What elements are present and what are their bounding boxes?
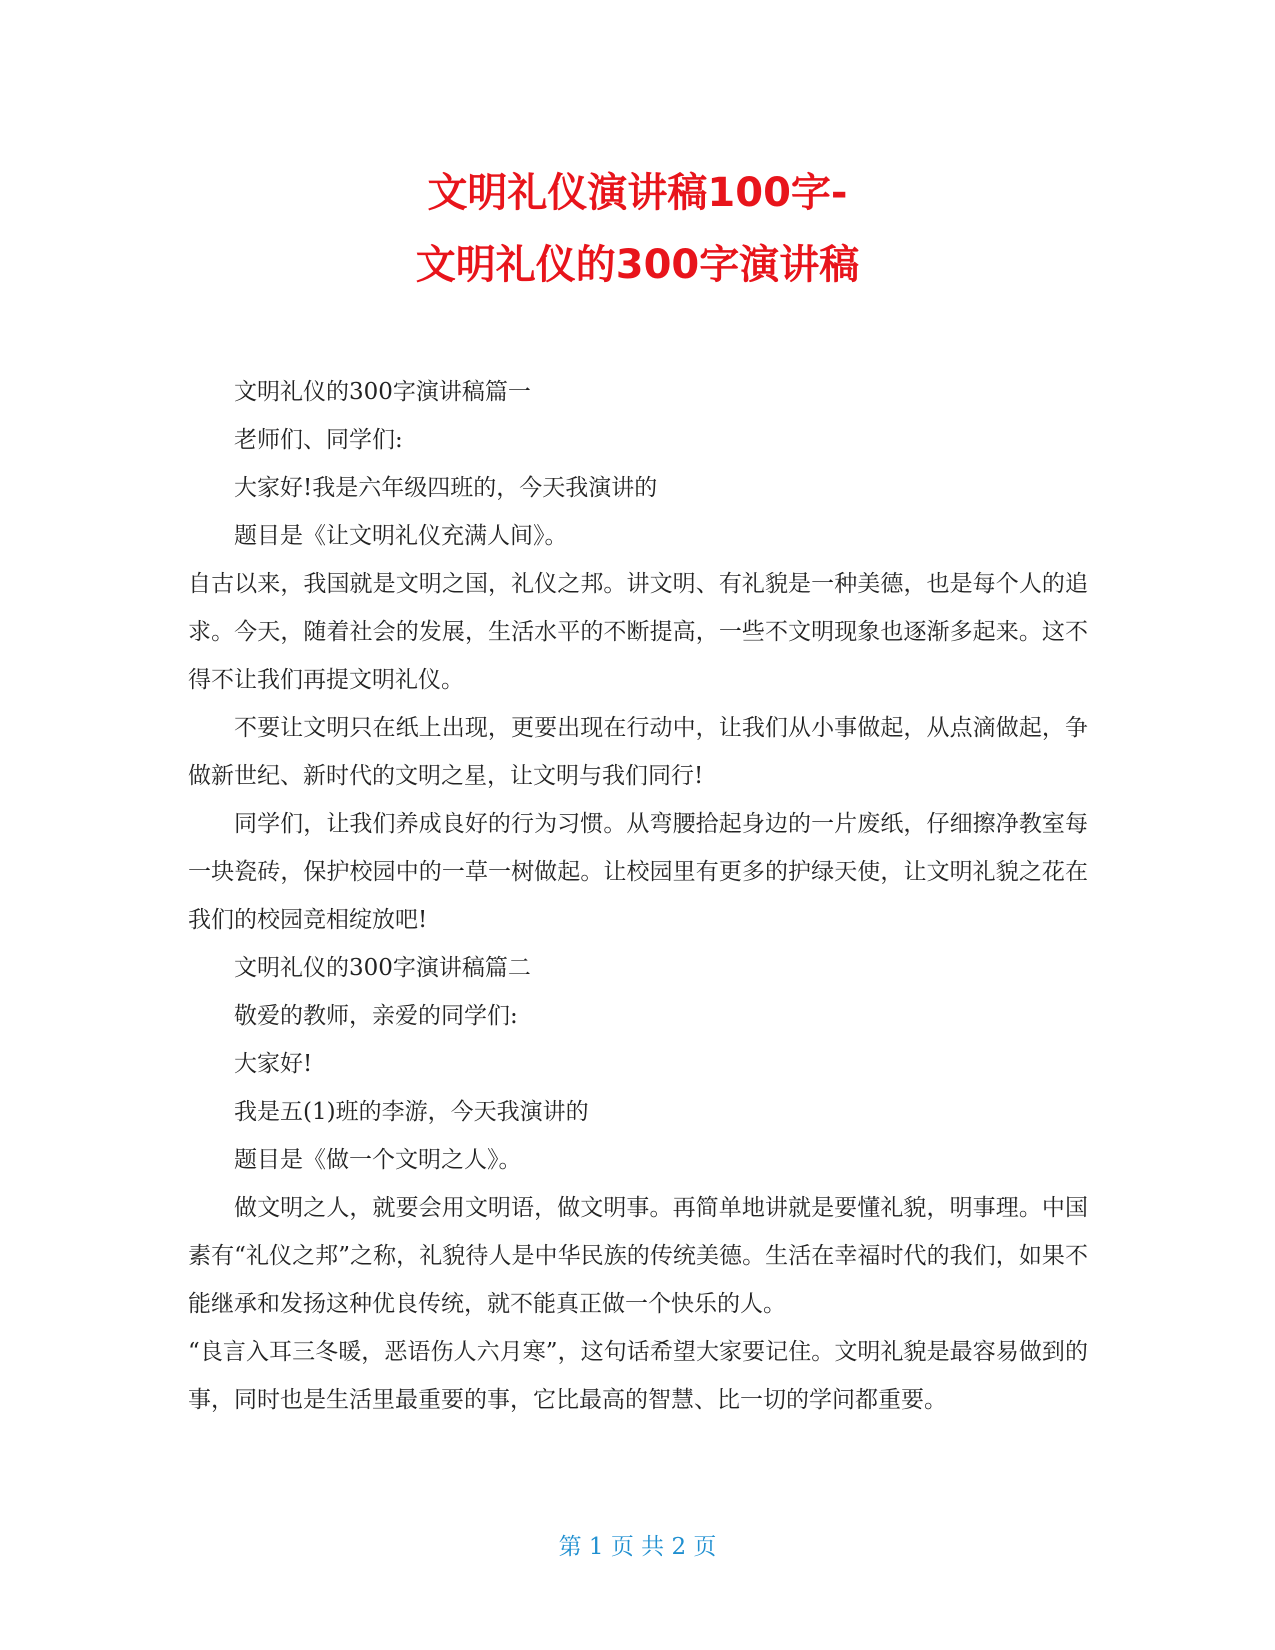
- document-title-line-1: 文明礼仪演讲稿100字-: [427, 170, 848, 216]
- section-heading: 文明礼仪的300字演讲稿篇二: [234, 955, 531, 981]
- page-footer: 第 1 页 共 2 页: [558, 1534, 717, 1560]
- document-body: [188, 368, 1088, 1424]
- salutation: 敬爱的教师，亲爱的同学们:: [234, 1003, 518, 1029]
- paragraph: 不要让文明只在纸上出现，更要出现在行动中，让我们从小事做起，从点滴做起，争做新世纪、新时代的文明之星，让文明与我们同行!: [188, 715, 1088, 789]
- paragraph: “良言入耳三冬暖，恶语伤人六月寒”，这句话希望大家要记住。文明礼貌是最容易做到的事，同时也是生活里最重要的事，它比最高的智慧、比一切的学问都重要。: [188, 1339, 1088, 1413]
- paragraph: 我是五(1)班的李游，今天我演讲的: [234, 1099, 589, 1125]
- salutation: 老师们、同学们:: [234, 427, 403, 453]
- paragraph: 题目是《让文明礼仪充满人间》。: [234, 523, 568, 549]
- document-title-line-2: 文明礼仪的300字演讲稿: [415, 242, 860, 288]
- paragraph: 大家好!: [234, 1051, 313, 1077]
- paragraph: 大家好!我是六年级四班的，今天我演讲的: [234, 475, 658, 501]
- paragraph: 同学们，让我们养成良好的行为习惯。从弯腰拾起身边的一片废纸，仔细擦净教室每一块瓷砖，保护校园中的一草一树做起。让校园里有更多的护绿天使，让文明礼貌之花在我们的校园竞相绽放吧!: [188, 811, 1088, 933]
- paragraph: 题目是《做一个文明之人》。: [234, 1147, 522, 1173]
- paragraph: 自古以来，我国就是文明之国，礼仪之邦。讲文明、有礼貌是一种美德，也是每个人的追求。今天，随着社会的发展，生活水平的不断提高，一些不文明现象也逐渐多起来。这不得不让我们再提文明礼仪。: [188, 571, 1088, 693]
- paragraph: 做文明之人，就要会用文明语，做文明事。再简单地讲就是要懂礼貌，明事理。中国素有“礼仪之邦”之称，礼貌待人是中华民族的传统美德。生活在幸福时代的我们，如果不能继承和发扬这种优良传统，就不能真正做一个快乐的人。: [188, 1195, 1088, 1317]
- section-heading: 文明礼仪的300字演讲稿篇一: [234, 379, 531, 405]
